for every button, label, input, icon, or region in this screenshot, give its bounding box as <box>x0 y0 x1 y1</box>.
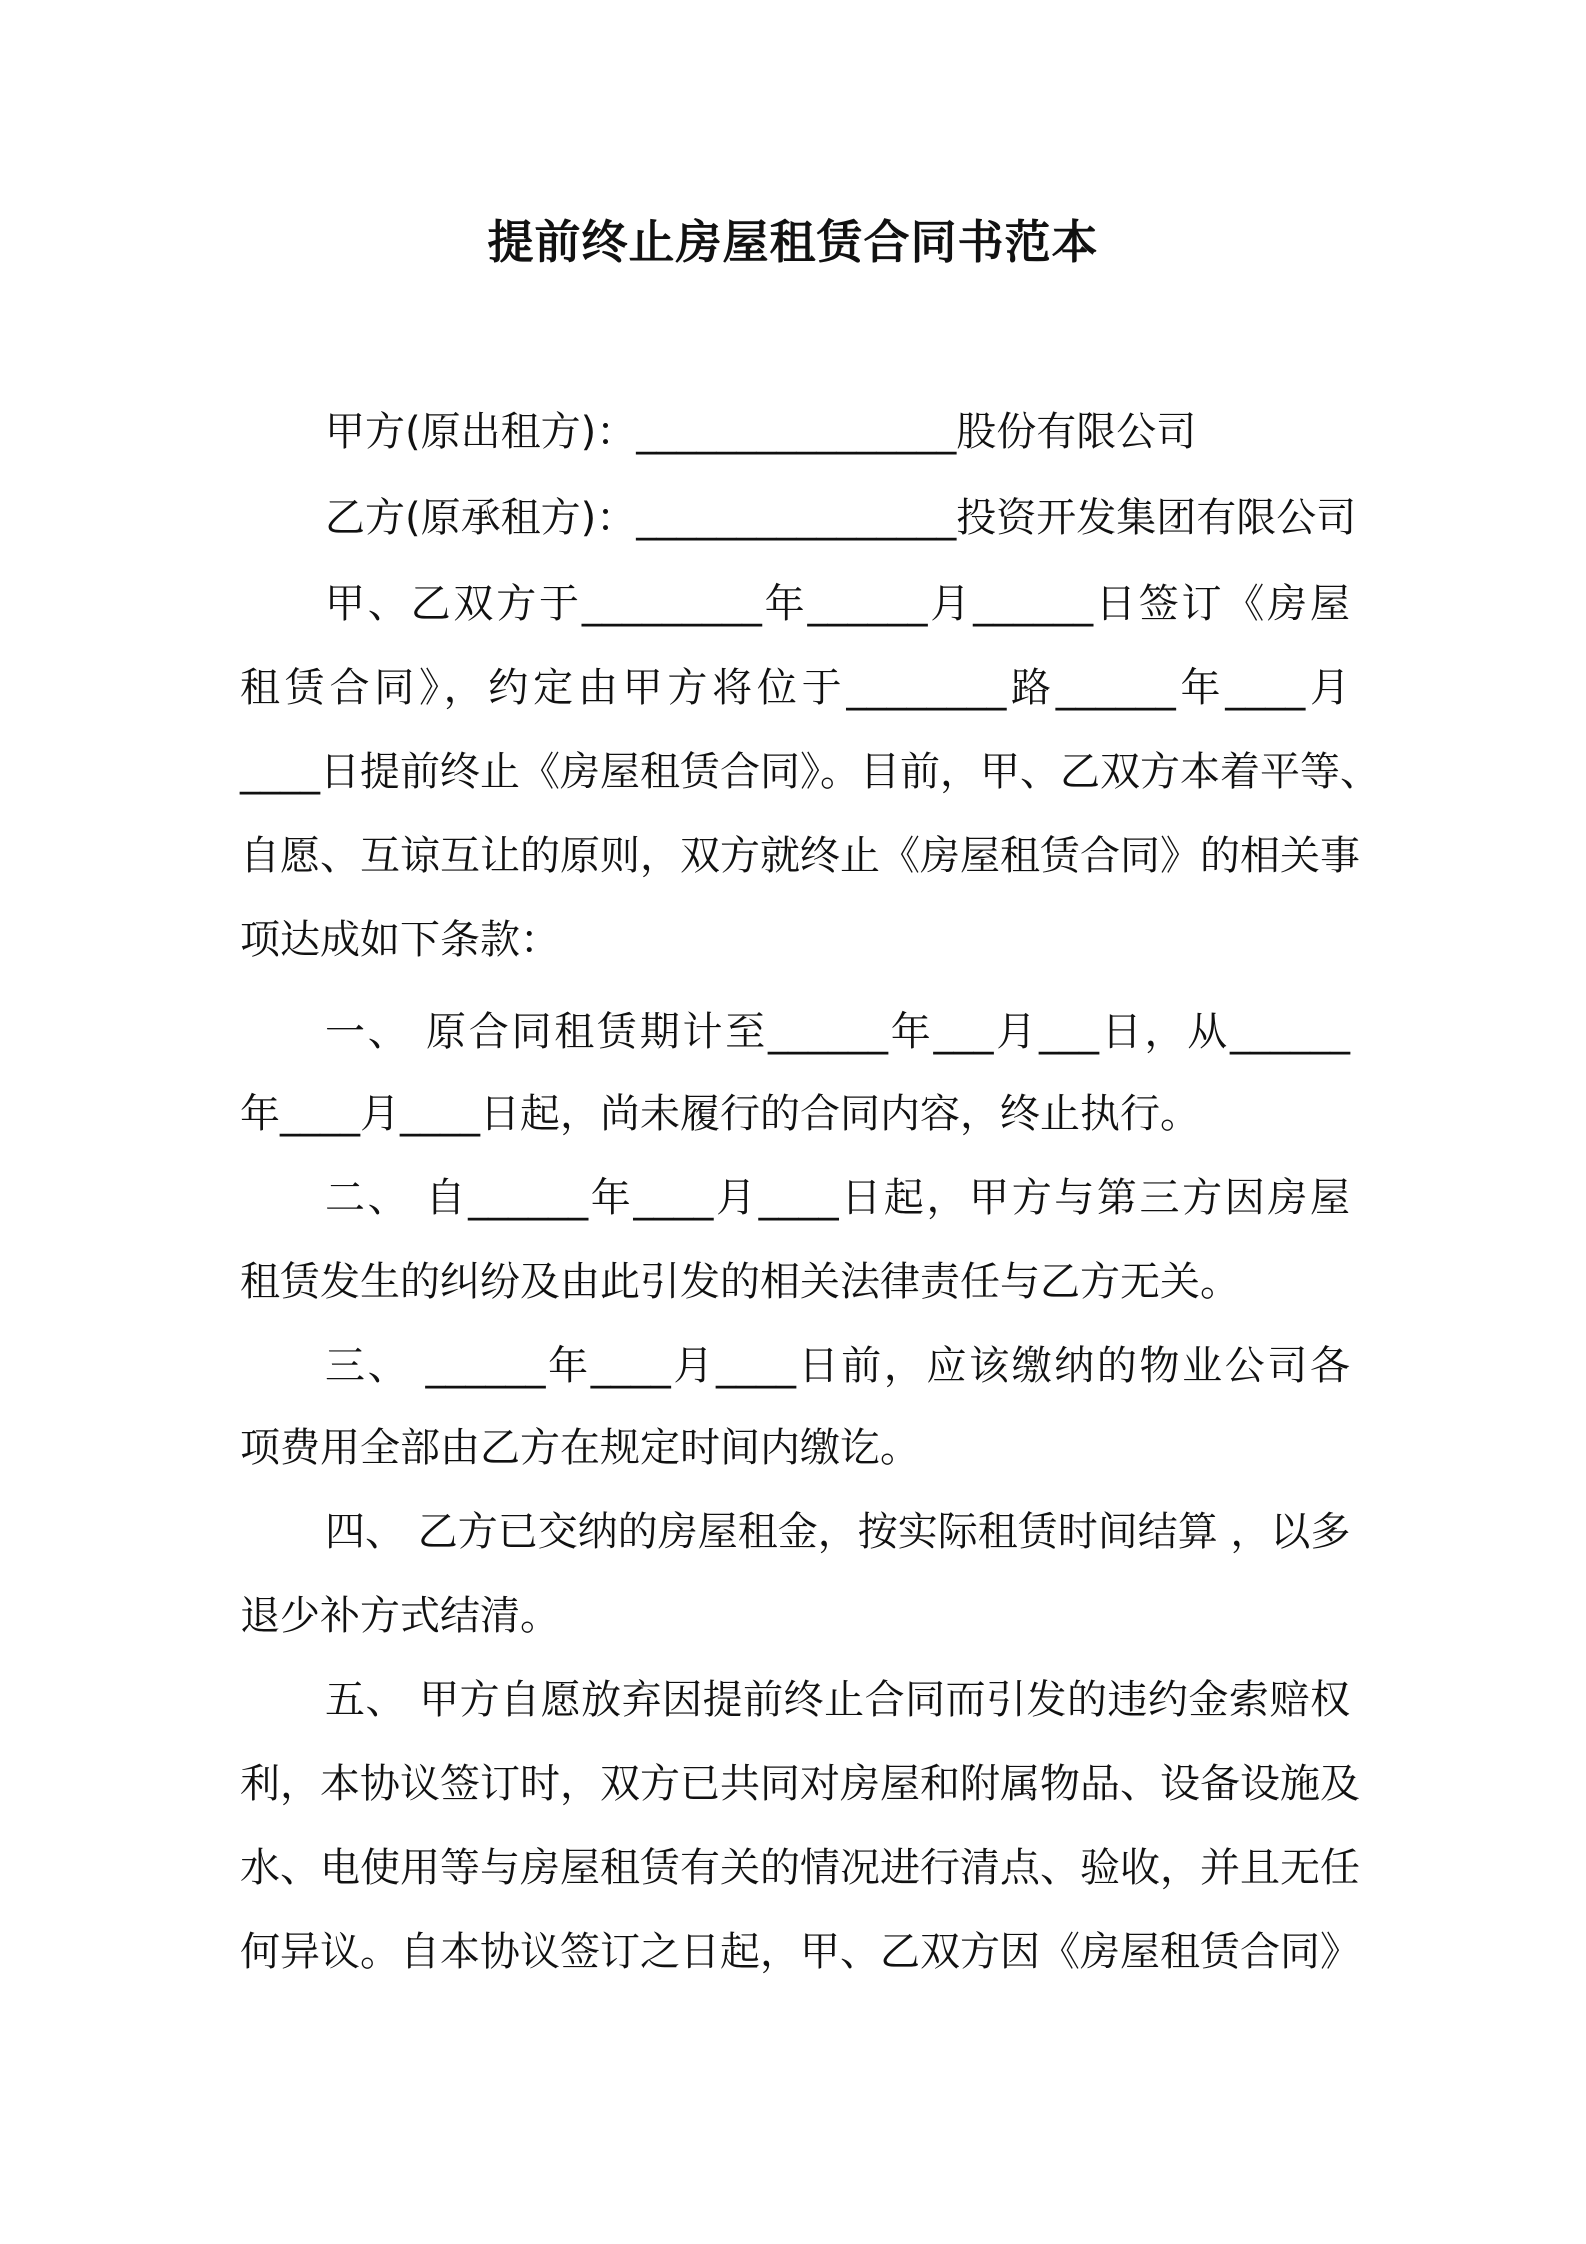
clause-4-line-1: 四、 乙方已交纳的房屋租金，按实际租赁时间结算 ，以多 <box>325 1509 1351 1555</box>
clause-5-line-2: 利，本协议签订时，双方已共同对房屋和附属物品、设备设施及 <box>240 1761 1360 1807</box>
clause-3-line-2: 项费用全部由乙方在规定时间内缴讫。 <box>240 1425 920 1471</box>
preamble-line-5: 项达成如下条款： <box>240 917 560 963</box>
preamble-line-2: 租赁合同》，约定由甲方将位于________路______年____月 <box>240 665 1350 711</box>
clause-1-line-2: 年____月____日起，尚未履行的合同内容，终止执行。 <box>240 1091 1200 1137</box>
party-a-line: 甲方(原出租方)：________________股份有限公司 <box>325 409 1197 455</box>
clause-1-line-1: 一、 原合同租赁期计至______年___月___日，从______ <box>325 1009 1350 1055</box>
clause-4-line-2: 退少补方式结清。 <box>240 1593 560 1639</box>
preamble-line-1: 甲、乙双方于_________年______月______日签订《房屋 <box>325 581 1350 627</box>
clause-5-line-3: 水、电使用等与房屋租赁有关的情况进行清点、验收，并且无任 <box>240 1845 1360 1891</box>
clause-2-line-1: 二、 自______年____月____日起，甲方与第三方因房屋 <box>325 1175 1350 1221</box>
clause-3-line-1: 三、 ______年____月____日前，应该缴纳的物业公司各 <box>325 1343 1350 1389</box>
clause-5-line-4: 何异议。自本协议签订之日起，甲、乙双方因《房屋租赁合同》 <box>240 1929 1360 1975</box>
preamble-line-3: ____日提前终止《房屋租赁合同》。目前，甲、乙双方本着平等、 <box>240 749 1380 795</box>
clause-5-line-1: 五、 甲方自愿放弃因提前终止合同而引发的违约金索赔权 <box>325 1677 1350 1723</box>
document-title: 提前终止房屋租赁合同书范本 <box>487 215 1099 269</box>
preamble-line-4: 自愿、互谅互让的原则，双方就终止《房屋租赁合同》的相关事 <box>240 833 1360 879</box>
party-b-line: 乙方(原承租方)：________________投资开发集团有限公司 <box>325 495 1357 541</box>
clause-2-line-2: 租赁发生的纠纷及由此引发的相关法律责任与乙方无关。 <box>240 1259 1240 1305</box>
